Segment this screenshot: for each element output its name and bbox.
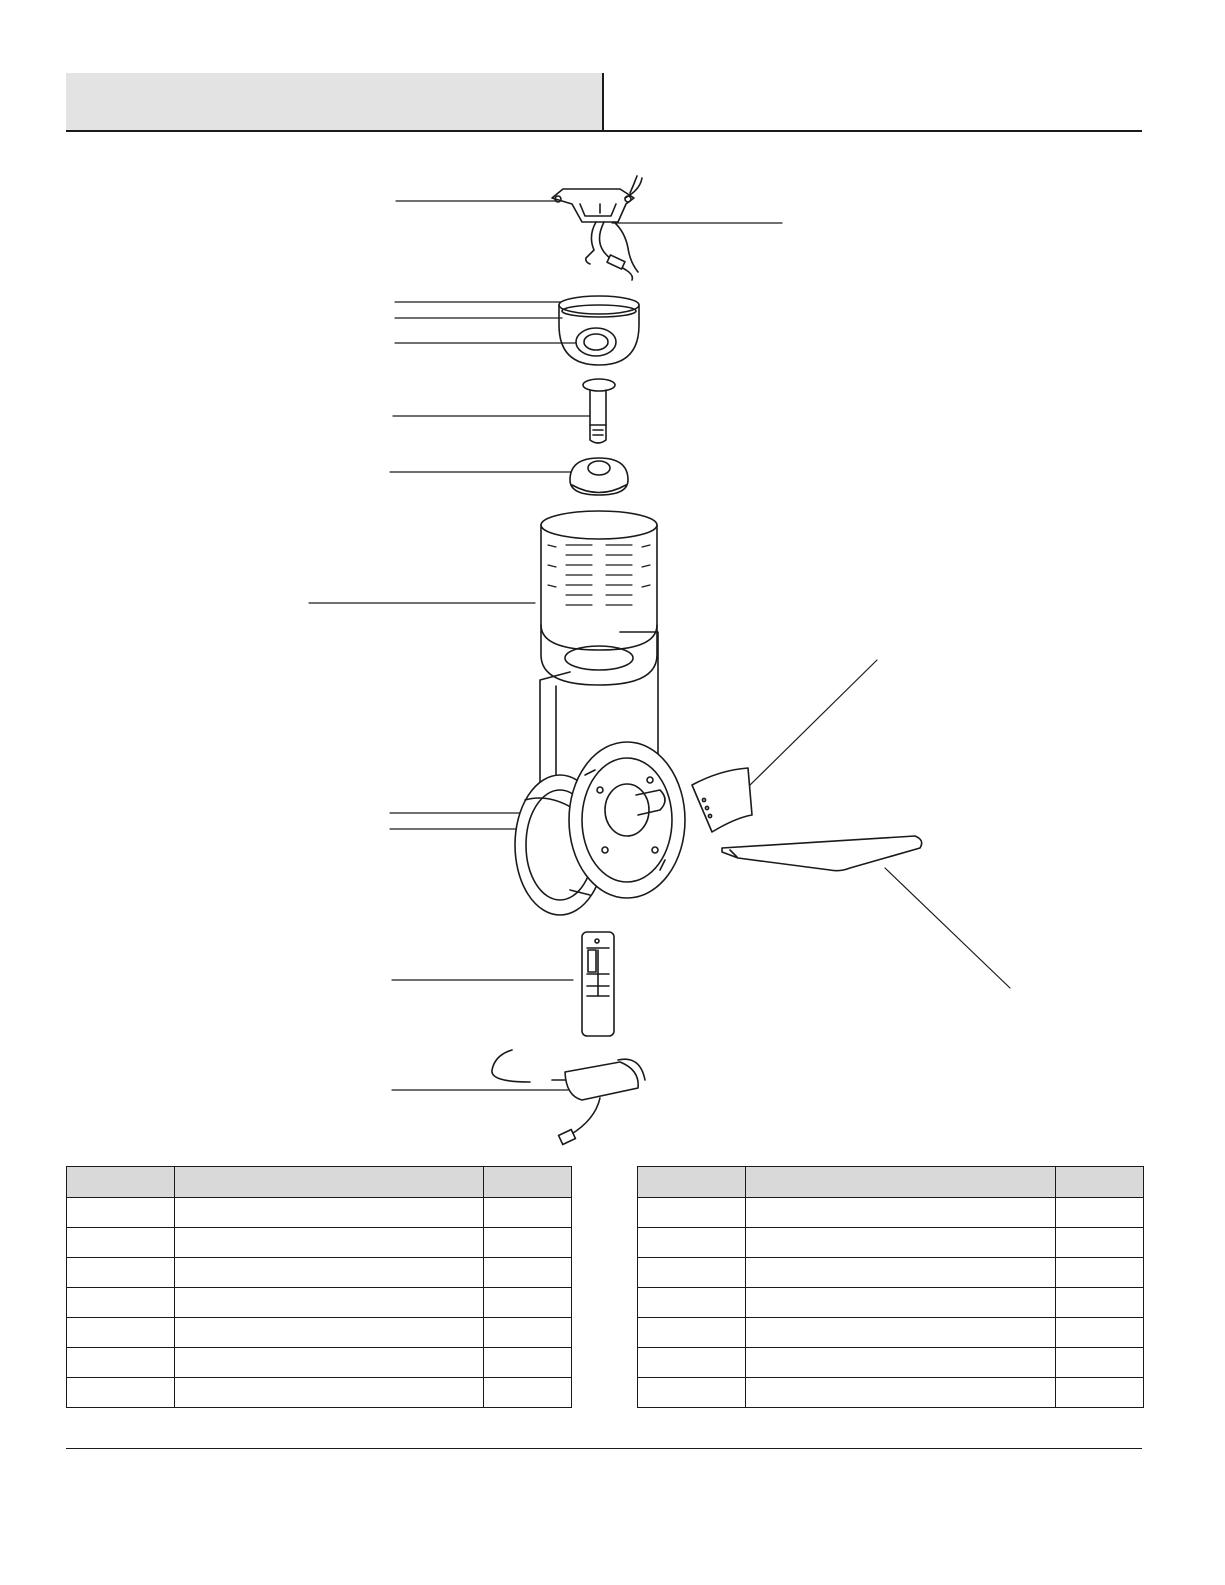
table-cell xyxy=(484,1258,572,1288)
table-cell xyxy=(67,1258,175,1288)
mounting-bracket-drawing xyxy=(552,176,642,280)
downrod-drawing xyxy=(583,379,615,443)
table-row xyxy=(638,1288,1144,1318)
table-cell xyxy=(175,1318,484,1348)
table-row xyxy=(638,1348,1144,1378)
table-cell xyxy=(746,1378,1056,1408)
table-row xyxy=(638,1378,1144,1408)
table-cell xyxy=(484,1288,572,1318)
table-row xyxy=(638,1258,1144,1288)
table-cell xyxy=(746,1228,1056,1258)
table-cell xyxy=(746,1348,1056,1378)
table-header-row xyxy=(67,1167,572,1198)
table-cell xyxy=(175,1378,484,1408)
blade-bracket-drawing xyxy=(692,768,752,832)
table-cell xyxy=(67,1378,175,1408)
table-cell xyxy=(484,1348,572,1378)
table-cell xyxy=(175,1198,484,1228)
exploded-parts-diagram xyxy=(0,140,1225,1160)
table-cell xyxy=(1056,1318,1144,1348)
table-cell xyxy=(484,1318,572,1348)
table-cell xyxy=(67,1318,175,1348)
table-cell xyxy=(484,1228,572,1258)
table-cell xyxy=(1056,1258,1144,1288)
column-header xyxy=(1056,1167,1144,1198)
table-cell xyxy=(175,1258,484,1288)
table-cell xyxy=(67,1228,175,1258)
table-cell xyxy=(175,1228,484,1258)
remote-control-drawing xyxy=(582,932,614,1036)
column-header xyxy=(484,1167,572,1198)
table-row xyxy=(67,1198,572,1228)
coupling-cover-drawing xyxy=(570,458,628,495)
table-cell xyxy=(746,1198,1056,1228)
canopy-drawing xyxy=(559,296,639,365)
parts-table-right xyxy=(637,1166,1144,1408)
header-rule xyxy=(66,130,1142,132)
parts-table-left xyxy=(66,1166,572,1408)
table-cell xyxy=(638,1348,746,1378)
table-cell xyxy=(746,1318,1056,1348)
table-row xyxy=(67,1228,572,1258)
table-row xyxy=(638,1318,1144,1348)
table-row xyxy=(67,1258,572,1288)
table-cell xyxy=(175,1348,484,1378)
table-row xyxy=(638,1198,1144,1228)
table-cell xyxy=(1056,1288,1144,1318)
table-cell xyxy=(484,1378,572,1408)
table-cell xyxy=(638,1318,746,1348)
column-header xyxy=(746,1167,1056,1198)
table-cell xyxy=(67,1348,175,1378)
section-header-box xyxy=(66,73,604,131)
table-row xyxy=(67,1378,572,1408)
table-cell xyxy=(638,1228,746,1258)
table-cell xyxy=(746,1288,1056,1318)
leader-lines xyxy=(309,201,1010,1090)
table-cell xyxy=(67,1288,175,1318)
table-cell xyxy=(484,1198,572,1228)
table-header-row xyxy=(638,1167,1144,1198)
column-header xyxy=(175,1167,484,1198)
table-row xyxy=(638,1228,1144,1258)
table-row xyxy=(67,1318,572,1348)
table-cell xyxy=(67,1198,175,1228)
receiver-drawing xyxy=(492,1050,645,1144)
table-cell xyxy=(175,1288,484,1318)
table-cell xyxy=(1056,1228,1144,1258)
column-header xyxy=(67,1167,175,1198)
footer-rule xyxy=(66,1448,1142,1449)
table-row xyxy=(67,1288,572,1318)
table-cell xyxy=(1056,1348,1144,1378)
column-header xyxy=(638,1167,746,1198)
table-cell xyxy=(638,1198,746,1228)
table-cell xyxy=(638,1258,746,1288)
table-cell xyxy=(638,1288,746,1318)
table-cell xyxy=(746,1258,1056,1288)
blade-drawing xyxy=(722,836,922,871)
table-cell xyxy=(1056,1198,1144,1228)
table-cell xyxy=(1056,1378,1144,1408)
table-row xyxy=(67,1348,572,1378)
table-cell xyxy=(638,1378,746,1408)
